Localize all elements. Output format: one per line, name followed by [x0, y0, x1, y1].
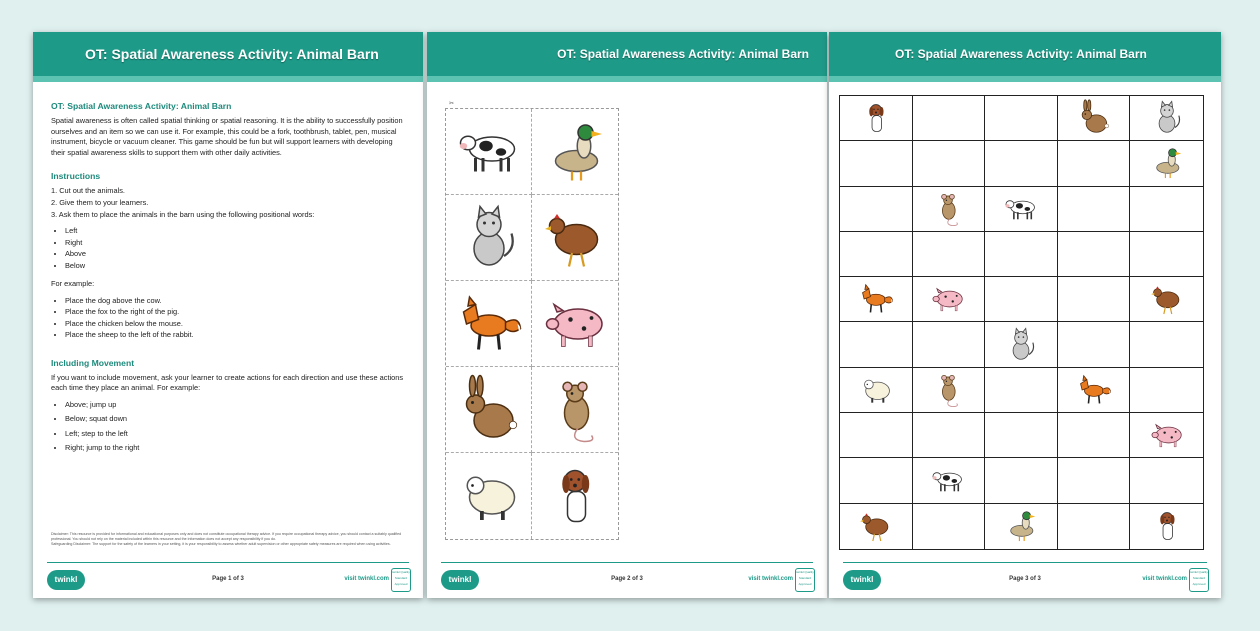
quality-badge: twinkl Quality Standard Approved [795, 568, 815, 592]
cow-icon [1002, 190, 1040, 228]
list-item: • Place the fox to the right of the pig. [65, 307, 409, 318]
cutout-card-pig[interactable] [532, 281, 618, 367]
list-item: • Place the chicken below the mouse. [65, 319, 409, 330]
cutout-card-mouse[interactable] [532, 367, 618, 453]
visit-link[interactable]: visit twinkl.com [748, 576, 793, 582]
sheep-icon [453, 460, 525, 532]
list-item: • Above [65, 249, 409, 260]
barn-cell[interactable] [840, 187, 913, 232]
fox-icon [857, 280, 895, 318]
examples-list [51, 296, 409, 341]
barn-cell[interactable] [840, 141, 913, 186]
cutout-card-chicken[interactable] [532, 195, 618, 281]
list-item: 2. Give them to your learners. [51, 197, 149, 207]
barn-cell[interactable] [985, 277, 1058, 322]
page-footer [33, 558, 423, 598]
cutout-card-cat[interactable] [446, 195, 532, 281]
pig-icon [929, 280, 967, 318]
sheep-icon [857, 371, 895, 409]
mouse-icon [929, 190, 967, 228]
quality-badge: twinkl Quality Standard Approved [391, 568, 411, 592]
worksheet-page-2 [427, 32, 827, 598]
barn-cell[interactable] [985, 141, 1058, 186]
barn-cell[interactable] [1058, 413, 1131, 458]
list-item: • Left; step to the left [65, 429, 409, 440]
barn-cell[interactable] [1058, 368, 1131, 413]
page-footer [427, 558, 827, 598]
barn-cell[interactable] [1058, 187, 1131, 232]
chicken-icon [1148, 280, 1186, 318]
list-item: • Right; jump to the right [65, 443, 409, 454]
twinkl-logo: twinkl [441, 570, 479, 590]
list-item: • Left [65, 226, 409, 237]
barn-cell[interactable] [985, 504, 1058, 549]
barn-cell[interactable] [985, 96, 1058, 141]
barn-cell[interactable] [913, 187, 986, 232]
barn-cell[interactable] [1058, 322, 1131, 367]
barn-cell[interactable] [913, 277, 986, 322]
pig-icon [539, 288, 611, 360]
barn-cell[interactable] [1130, 322, 1203, 367]
barn-cell[interactable] [985, 458, 1058, 503]
barn-cell[interactable] [1058, 141, 1131, 186]
list-item: • Place the sheep to the left of the rabbit. [65, 330, 409, 341]
page-1-content [51, 100, 409, 462]
cutout-card-fox[interactable] [446, 281, 532, 367]
list-item: • Above; jump up [65, 400, 409, 411]
barn-grid [839, 95, 1204, 550]
intro-text: Spatial awareness is often called spatial thinking or spatial reasoning. It is the ability to successfully position ourselves and an item so we can use it. For example, this could be a fork, toothbrush, tablet, pen, musical instrument, bicycle or vacuum cleaner. This game should be fun but will support learners with developing their spatial awareness skills to support them with other daily activities. [51, 116, 403, 157]
page-number: Page 2 of 3 [611, 576, 643, 582]
list-item: • Right [65, 238, 409, 249]
barn-cell[interactable] [913, 458, 986, 503]
disclaimer-text: Disclaimer: This resource is provided for informational and educational purposes only and does not constitute occupational therapy advice. If you require occupational therapy advice, you should contact a suitably qualified professional. You should not rely on the material included within this resource and the information does not accept any responsibility if you do. [51, 532, 402, 541]
barn-cell[interactable] [840, 368, 913, 413]
barn-cell[interactable] [913, 504, 986, 549]
duck-icon [539, 116, 611, 188]
worksheet-page-1 [33, 32, 423, 598]
scissors-icon: ✂ [449, 101, 455, 107]
barn-cell[interactable] [1130, 413, 1203, 458]
barn-cell[interactable] [985, 187, 1058, 232]
barn-cell[interactable] [1130, 96, 1203, 141]
duck-icon [1148, 144, 1186, 182]
barn-cell[interactable] [840, 96, 913, 141]
rabbit-icon [453, 374, 525, 446]
movement-heading: Including Movement [51, 357, 135, 368]
banner-title: OT: Spatial Awareness Activity: Animal Barn [557, 47, 809, 61]
barn-cell[interactable] [1130, 368, 1203, 413]
barn-cell[interactable] [913, 368, 986, 413]
mouse-icon [539, 374, 611, 446]
worksheet-page-3 [829, 32, 1221, 598]
banner-title: OT: Spatial Awareness Activity: Animal Barn [85, 46, 379, 62]
cat-icon [1002, 326, 1040, 364]
barn-cell[interactable] [1130, 277, 1203, 322]
barn-cell[interactable] [913, 322, 986, 367]
barn-cell[interactable] [913, 232, 986, 277]
chicken-icon [539, 202, 611, 274]
visit-link[interactable]: visit twinkl.com [1142, 576, 1187, 582]
barn-cell[interactable] [913, 141, 986, 186]
page-footer [829, 558, 1221, 598]
cow-icon [929, 462, 967, 500]
cutout-card-sheep[interactable] [446, 453, 532, 539]
visit-link[interactable]: visit twinkl.com [344, 576, 389, 582]
barn-cell[interactable] [1130, 458, 1203, 503]
disclaimer [51, 532, 409, 547]
page-number: Page 3 of 3 [1009, 576, 1041, 582]
dog-icon [1148, 507, 1186, 545]
list-item: 3. Ask them to place the animals in the barn using the following positional words: [51, 209, 315, 219]
cutout-card-rabbit[interactable] [446, 367, 532, 453]
barn-cell[interactable] [840, 458, 913, 503]
instruction-steps [51, 186, 409, 220]
dog-icon [857, 99, 895, 137]
list-item: • Below; squat down [65, 414, 409, 425]
movement-text: If you want to include movement, ask your learner to create actions for each direction and use these actions each time they place an animal. For example: [51, 372, 404, 393]
mouse-icon [929, 371, 967, 409]
page-banner [427, 32, 827, 82]
page-banner [33, 32, 423, 82]
fox-icon [453, 288, 525, 360]
barn-cell[interactable] [840, 504, 913, 549]
barn-cell[interactable] [840, 277, 913, 322]
barn-cell[interactable] [840, 322, 913, 367]
barn-cell[interactable] [1058, 504, 1131, 549]
list-item: • Place the dog above the cow. [65, 296, 409, 307]
twinkl-logo: twinkl [47, 570, 85, 590]
cat-icon [1148, 99, 1186, 137]
barn-cell[interactable] [985, 368, 1058, 413]
cutout-card-cow[interactable] [446, 109, 532, 195]
barn-cell[interactable] [840, 232, 913, 277]
cutout-grid [445, 108, 619, 540]
pig-icon [1148, 416, 1186, 454]
barn-cell[interactable] [1130, 504, 1203, 549]
barn-cell[interactable] [840, 413, 913, 458]
example-label: For example: [51, 279, 95, 289]
cutout-card-dog[interactable] [532, 453, 618, 539]
rabbit-icon [1075, 99, 1113, 137]
page-heading: OT: Spatial Awareness Activity: Animal Barn [51, 101, 232, 111]
barn-cell[interactable] [913, 96, 986, 141]
barn-cell[interactable] [913, 413, 986, 458]
barn-cell[interactable] [985, 232, 1058, 277]
dog-icon [539, 460, 611, 532]
positional-words-list [51, 226, 409, 271]
cat-icon [453, 202, 525, 274]
barn-cell[interactable] [1058, 277, 1131, 322]
instructions-heading: Instructions [51, 171, 101, 182]
barn-cell[interactable] [1058, 458, 1131, 503]
page-number: Page 1 of 3 [212, 576, 244, 582]
quality-badge: twinkl Quality Standard Approved [1189, 568, 1209, 592]
cow-icon [453, 116, 525, 188]
barn-cell[interactable] [985, 322, 1058, 367]
barn-cell[interactable] [1058, 232, 1131, 277]
barn-cell[interactable] [1130, 232, 1203, 277]
twinkl-logo: twinkl [843, 570, 881, 590]
fox-icon [1075, 371, 1113, 409]
barn-cell[interactable] [985, 413, 1058, 458]
banner-title: OT: Spatial Awareness Activity: Animal Barn [895, 47, 1147, 61]
barn-cell[interactable] [1130, 187, 1203, 232]
duck-icon [1002, 507, 1040, 545]
movement-list [51, 400, 409, 454]
list-item: • Below [65, 261, 409, 272]
page-banner [829, 32, 1221, 82]
chicken-icon [857, 507, 895, 545]
list-item: 1. Cut out the animals. [51, 186, 125, 196]
safeguarding-text: Safeguarding Disclaimer: The support for the safety of the learners in your setting, it is your responsibility to assess whether adult supervision or other appropriate safety measures are required when using activities. [51, 541, 391, 546]
barn-cell[interactable] [1058, 96, 1131, 141]
cutout-card-duck[interactable] [532, 109, 618, 195]
barn-cell[interactable] [1130, 141, 1203, 186]
